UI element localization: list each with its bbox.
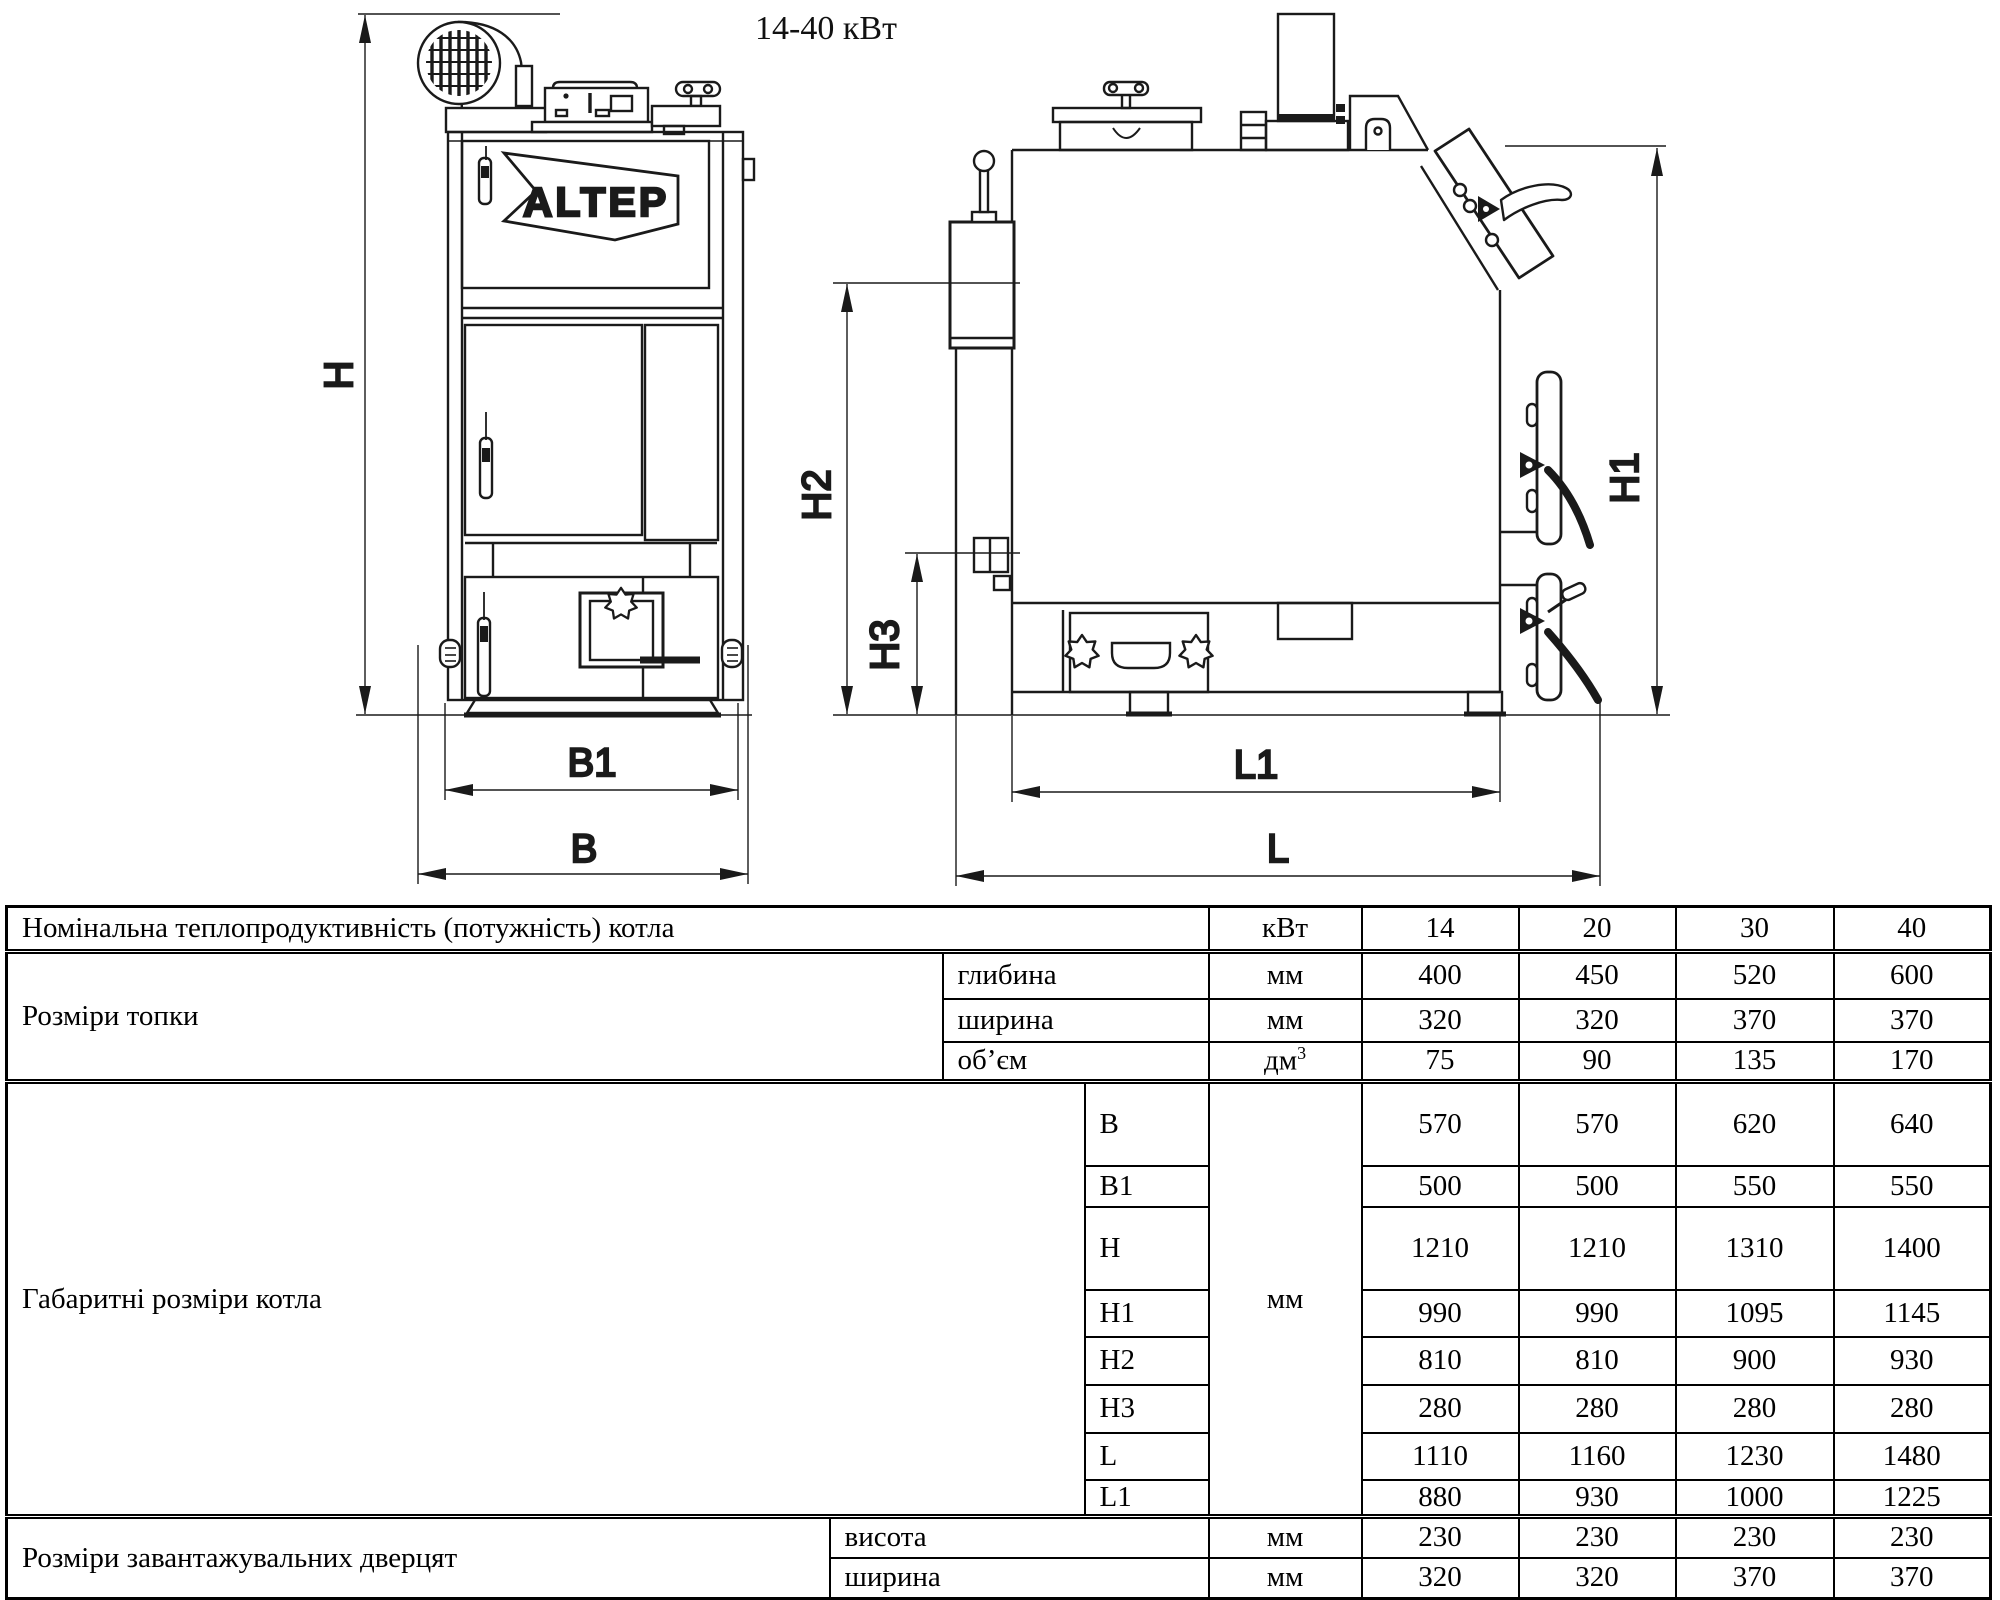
dim-label-h3: H3	[863, 619, 907, 671]
value-cell: 990	[1362, 1290, 1519, 1337]
value-cell: 1210	[1362, 1207, 1519, 1290]
ash-drawer	[1063, 610, 1213, 692]
front-view-drawing	[317, 14, 754, 884]
row-label: об’єм	[943, 1042, 1209, 1082]
value-cell: 1310	[1676, 1207, 1834, 1290]
value-cell: 810	[1519, 1337, 1676, 1385]
section-label: Розміри завантажувальних дверцят	[7, 1517, 830, 1599]
table-row	[7, 907, 1991, 952]
value-cell: 810	[1362, 1337, 1519, 1385]
drawer-handle-recess	[1112, 643, 1170, 668]
row-label: Номінальна теплопродуктивність (потужність) котла	[7, 907, 1209, 952]
value-cell: 320	[1519, 1558, 1676, 1599]
value-cell: 1110	[1362, 1433, 1519, 1480]
value-cell: 930	[1519, 1480, 1676, 1517]
unit-cell: мм	[1209, 999, 1362, 1042]
value-cell: 1210	[1519, 1207, 1676, 1290]
control-panel	[532, 82, 652, 132]
value-cell: 1160	[1519, 1433, 1676, 1480]
upper-door	[462, 141, 709, 288]
value-cell: 230	[1519, 1517, 1676, 1558]
fan-icon	[418, 22, 546, 132]
value-cell: 135	[1676, 1042, 1834, 1082]
dimension-b1	[445, 703, 738, 800]
value-cell: 400	[1362, 952, 1519, 999]
valve-t-handle	[652, 82, 720, 134]
value-cell: 880	[1362, 1480, 1519, 1517]
value-cell: 230	[1834, 1517, 1991, 1558]
row-label: глибина	[943, 952, 1209, 999]
side-middle-door	[1500, 372, 1590, 585]
value-cell: 1400	[1834, 1207, 1991, 1290]
side-lower-door	[1520, 574, 1598, 700]
boiler-body-side	[1012, 150, 1500, 692]
step-bracket	[1241, 112, 1266, 150]
value-cell: 570	[1519, 1082, 1676, 1166]
row-label: B1	[1085, 1166, 1209, 1207]
table-row	[7, 1517, 1991, 1558]
unit-cell: мм	[1209, 952, 1362, 999]
pipe-fitting	[974, 538, 1010, 590]
value-cell: 1230	[1676, 1433, 1834, 1480]
side-view-drawing	[795, 14, 1670, 886]
value-cell: 320	[1362, 1558, 1519, 1599]
value-cell: 370	[1834, 999, 1991, 1042]
value-cell: 600	[1834, 952, 1991, 999]
value-cell: 500	[1362, 1166, 1519, 1207]
section-label: Розміри топки	[7, 952, 943, 1082]
row-label: ширина	[943, 999, 1209, 1042]
value-cell: 90	[1519, 1042, 1676, 1082]
value-cell: 900	[1676, 1337, 1834, 1385]
value-cell: 1225	[1834, 1480, 1991, 1517]
flue-outlet	[950, 150, 1014, 715]
dimension-l	[956, 700, 1600, 886]
value-cell: 370	[1676, 1558, 1834, 1599]
unit-cell: кВт	[1209, 907, 1362, 952]
value-cell: 450	[1519, 952, 1676, 999]
value-cell: 640	[1834, 1082, 1991, 1166]
table-row	[7, 952, 1991, 999]
row-label: B	[1085, 1082, 1209, 1166]
lifting-lug	[1366, 119, 1390, 150]
base-skirt	[464, 700, 721, 715]
ash-door	[440, 577, 742, 698]
row-label: H2	[1085, 1337, 1209, 1385]
value-cell: 75	[1362, 1042, 1519, 1082]
unit-cell	[1209, 1042, 1362, 1082]
sensor-pocket	[743, 159, 754, 180]
value-cell: 14	[1362, 907, 1519, 952]
dim-label-h: H	[317, 360, 361, 390]
door-lever	[1501, 184, 1571, 220]
value-cell: 370	[1676, 999, 1834, 1042]
unit-superscript: 3	[1297, 1043, 1307, 1064]
row-label: H3	[1085, 1385, 1209, 1433]
value-cell: 40	[1834, 907, 1991, 952]
value-cell: 1095	[1676, 1290, 1834, 1337]
value-cell: 550	[1676, 1166, 1834, 1207]
unit-text: дм	[1264, 1045, 1298, 1078]
value-cell: 20	[1519, 907, 1676, 952]
dim-label-h1: H1	[1603, 452, 1647, 504]
value-cell: 550	[1834, 1166, 1991, 1207]
row-label: висота	[830, 1517, 1209, 1558]
dim-label-b1: B1	[567, 741, 617, 785]
value-cell: 280	[1834, 1385, 1991, 1433]
value-cell: 990	[1519, 1290, 1676, 1337]
unit-cell: мм	[1209, 1558, 1362, 1599]
value-cell: 520	[1676, 952, 1834, 999]
value-cell: 320	[1519, 999, 1676, 1042]
section-label: Габаритні розміри котла	[7, 1082, 1085, 1517]
value-cell: 370	[1834, 1558, 1991, 1599]
table-row	[7, 1082, 1991, 1166]
value-cell: 230	[1362, 1517, 1519, 1558]
page-title: 14-40 кВт	[755, 10, 897, 47]
row-label: H1	[1085, 1290, 1209, 1337]
row-label: H	[1085, 1207, 1209, 1290]
value-cell: 170	[1834, 1042, 1991, 1082]
value-cell: 500	[1519, 1166, 1676, 1207]
row-label: L1	[1085, 1480, 1209, 1517]
row-label: L	[1085, 1433, 1209, 1480]
dim-label-b: B	[570, 827, 598, 871]
unit-cell: мм	[1209, 1082, 1362, 1517]
value-cell: 620	[1676, 1082, 1834, 1166]
value-cell: 1000	[1676, 1480, 1834, 1517]
middle-door	[465, 325, 718, 577]
chimney	[1266, 14, 1348, 150]
dimension-l1	[1012, 716, 1500, 802]
value-cell: 1145	[1834, 1290, 1991, 1337]
air-regulator-ball	[974, 151, 994, 171]
dim-label-l: L	[1266, 827, 1290, 871]
value-cell: 570	[1362, 1082, 1519, 1166]
value-cell: 280	[1676, 1385, 1834, 1433]
value-cell: 30	[1676, 907, 1834, 952]
angled-loading-door	[1435, 129, 1571, 278]
unit-cell: мм	[1209, 1517, 1362, 1558]
value-cell: 1480	[1834, 1433, 1991, 1480]
cleanout-cover	[1053, 82, 1201, 150]
dim-label-h2: H2	[795, 469, 839, 521]
value-cell: 280	[1362, 1385, 1519, 1433]
value-cell: 320	[1362, 999, 1519, 1042]
feet	[1126, 692, 1506, 714]
row-label: ширина	[830, 1558, 1209, 1599]
dim-label-l1: L1	[1233, 743, 1279, 787]
value-cell: 280	[1519, 1385, 1676, 1433]
brand-logo-text: ALTEP	[522, 179, 670, 225]
value-cell: 230	[1676, 1517, 1834, 1558]
value-cell: 930	[1834, 1337, 1991, 1385]
spec-table	[5, 905, 1992, 1600]
